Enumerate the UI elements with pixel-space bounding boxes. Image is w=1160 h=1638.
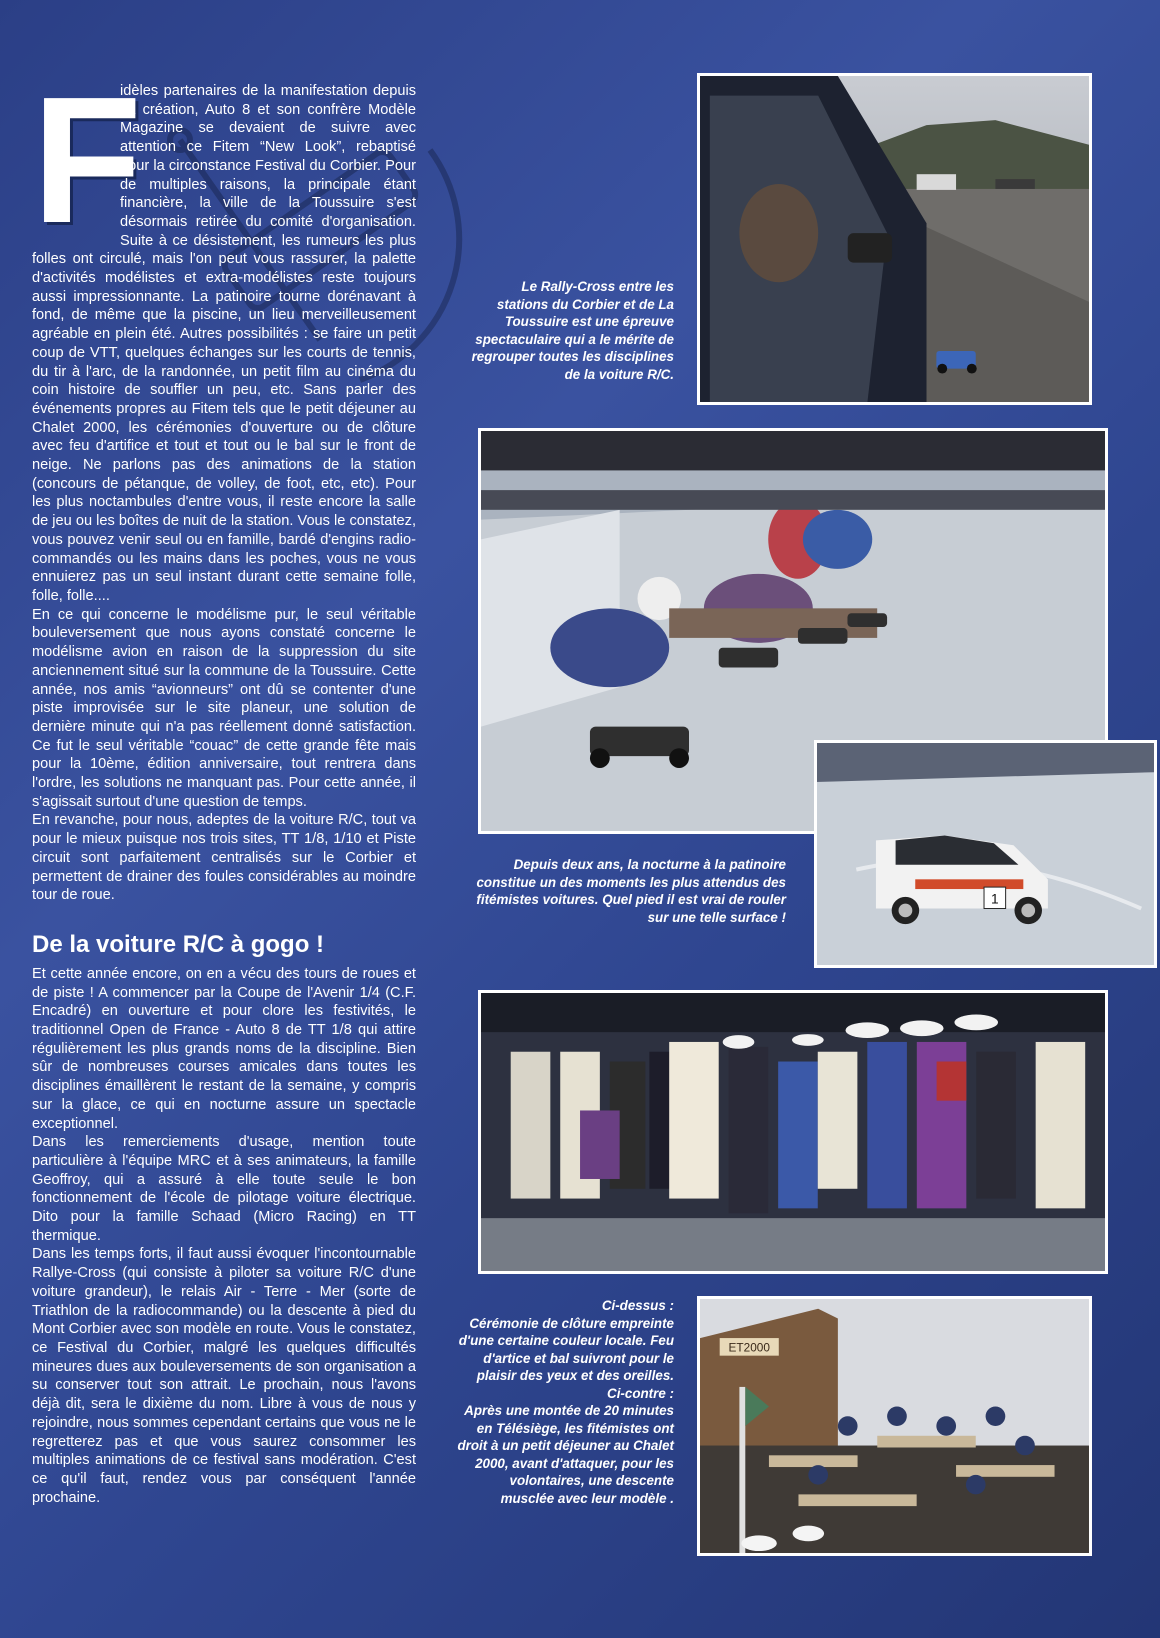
- paragraph-races: Et cette année encore, on en a vécu des tours de roues et de piste ! A commencer par la Coupe de l'Avenir 1/4 (C.F. Encadré) en ouverture et pour clore les festivités, le traditionnel Open de France - Auto 8 de TT 1/8 qui attire régulièrement les plus grands noms de la discipline. Bien sûr de nombreuses courses amicales dans toutes les disciplines émaillèrent le restant de la semaine, y compris sur la glace, ce qui en nocturne assure un spectacle exceptionnel.: [32, 965, 416, 1132]
- caption-ceremony-text: Cérémonie de clôture empreinte d'une certaine couleur locale. Feu d'artice et bal suivront pour le plaisir des yeux et des oreilles.: [458, 1315, 674, 1383]
- photo-chalet-breakfast: [697, 1296, 1092, 1556]
- caption-ice-car: Depuis deux ans, la nocturne à la patinoire constitue un des moments les plus attendus des fitémistes voitures. Quel pied il est vrai de rouler sur une telle surface !: [476, 857, 786, 925]
- chalet-sign: ET2000: [728, 1341, 770, 1355]
- article-body: [32, 60, 416, 1507]
- section-heading: De la voiture R/C à gogo !: [32, 930, 325, 958]
- paragraph-aviation: En ce qui concerne le modélisme pur, le seul véritable bouleversement que nous ayons constaté concerne le modélisme avion en raison de la suppression du site anciennement situé sur la commune de la Toussuire. Cette année, nos amis “avionneurs” ont dû se contenter d'une piste improvisée sur le site planeur, une solution de dernière minute qui n'a pas réellement donné satisfaction. Ce fut le seul véritable “couac” de cette grande fête mais pour la 10ème, édition anniversaire, tout rentrera dans l'ordre, les solutions ne manquant pas. Pour cette année, il s'agissait surtout d'une question de temps.: [32, 606, 416, 810]
- paragraph-rc-sites: En revanche, pour nous, adeptes de la voiture R/C, tout va pour le mieux puisque nos trois sites, TT 1/8, 1/10 et Piste circuit sont parfaitement centralisés sur le Corbier et permettent de drainer des foules considérables au moindre tour de roue.: [32, 812, 416, 904]
- caption-chalet-text: Après une montée de 20 minutes en Télésiège, les fitémistes ont droit à un petit déjeuner au Chalet 2000, avant d'attaquer, pour les volontaires, une descente musclée avec leur modèle .: [457, 1403, 674, 1506]
- photo-closing-ceremony: [478, 990, 1108, 1274]
- dropcap-letter: F: [32, 60, 142, 261]
- photo-rally-cross: [697, 73, 1092, 405]
- caption-ceremony-label: Ci-dessus :: [601, 1298, 674, 1313]
- paragraph-highlights: Dans les temps forts, il faut aussi évoquer l'incontournable Rallye-Cross (qui consiste à piloter sa voiture R/C d'une voiture grandeur), le relais Air - Terre - Mer (sorte de Triathlon de la radiocommande) ou la descente à pied du Mont Corbier avec son modèle en route. Vous le constatez, ce Festival du Corbier, malgré les quelques difficultés mineures dues aux bouleversements de son organisation a su conserver tout son attrait. Le prochain, nous l'avons déjà dit, sera le dixième du nom. Libre à vous de nous y rejoindre, nous sommes cependant certains que vous ne le regretterez pas et que vous saurez consommer les multiples animations de ce festival sans modération. C'est ce qu'il faut, rendez vous par conséquent l'année prochaine.: [32, 1246, 416, 1506]
- paragraph-thanks: Dans les remerciements d'usage, mention toute particulière à l'équipe MRC et à ses animateurs, la famille Geoffroy, qui a assuré à elle toute seule le bon fonctionnement de l'école de pilotage voiture électrique. Dito pour la famille Schaad (Micro Racing) en TT thermique.: [32, 1134, 416, 1244]
- car-number: 1: [991, 891, 999, 907]
- intro-paragraph: idèles partenaires de la manifestation depuis sa création, Auto 8 et son confrère Modèle Magazine se devaient de suivre avec attention ce Fitem “New Look”, rebaptisé pour la circonstance Festival du Corbier. Pour de multiples raisons, la principale étant financière, la ville de la Toussuire s'est désormais retirée du comité d'organisation. Suite à ce désistement, les rumeurs les plus folles ont circulé, mais l'on peut vous rassurer, la palette d'activités modélistes et extra-modélistes reste toujours aussi impressionnante. La patinoire tourne dorénavant à fond, de même que la piscine, un lieu merveilleusement agréable en plein été. Autres possibilités : se faire un petit coup de VTT, quelques échanges sur les courts de tennis, du tir à l'arc, de la randonnée, un petit film au cinéma du coin histoire de souffler un peu, etc. Sans parler des événements propres au Fitem tels que le petit déjeuner au Chalet 2000, les cérémonies d'ouverture ou de clôture avec feu d'artifice et tout et tout ou le bal sur le front de neige. Ne parlons pas des animations de la station (concours de pétanque, de volley, de foot, etc, etc). Pour les plus noctambules d'entre vous, il reste encore la salle de jeu ou les boîtes de nuit de la station. Vous le constatez, vous pouvez venir seul ou en famille, bardé d'engins radio-commandés ou les mains dans les poches, vous ne vous ennuierez pas un seul instant durant cette semaine folle, folle, folle....: [32, 83, 416, 604]
- caption-chalet-label: Ci-contre :: [607, 1385, 674, 1401]
- photo-ice-car: [814, 740, 1157, 968]
- caption-ceremony-and-chalet: [456, 1297, 674, 1507]
- caption-rally-cross: Le Rally-Cross entre les stations du Corbier et de La Toussuire est une épreuve spectaculaire qui a le mérite de regrouper toutes les disciplines de la voiture R/C.: [471, 279, 674, 382]
